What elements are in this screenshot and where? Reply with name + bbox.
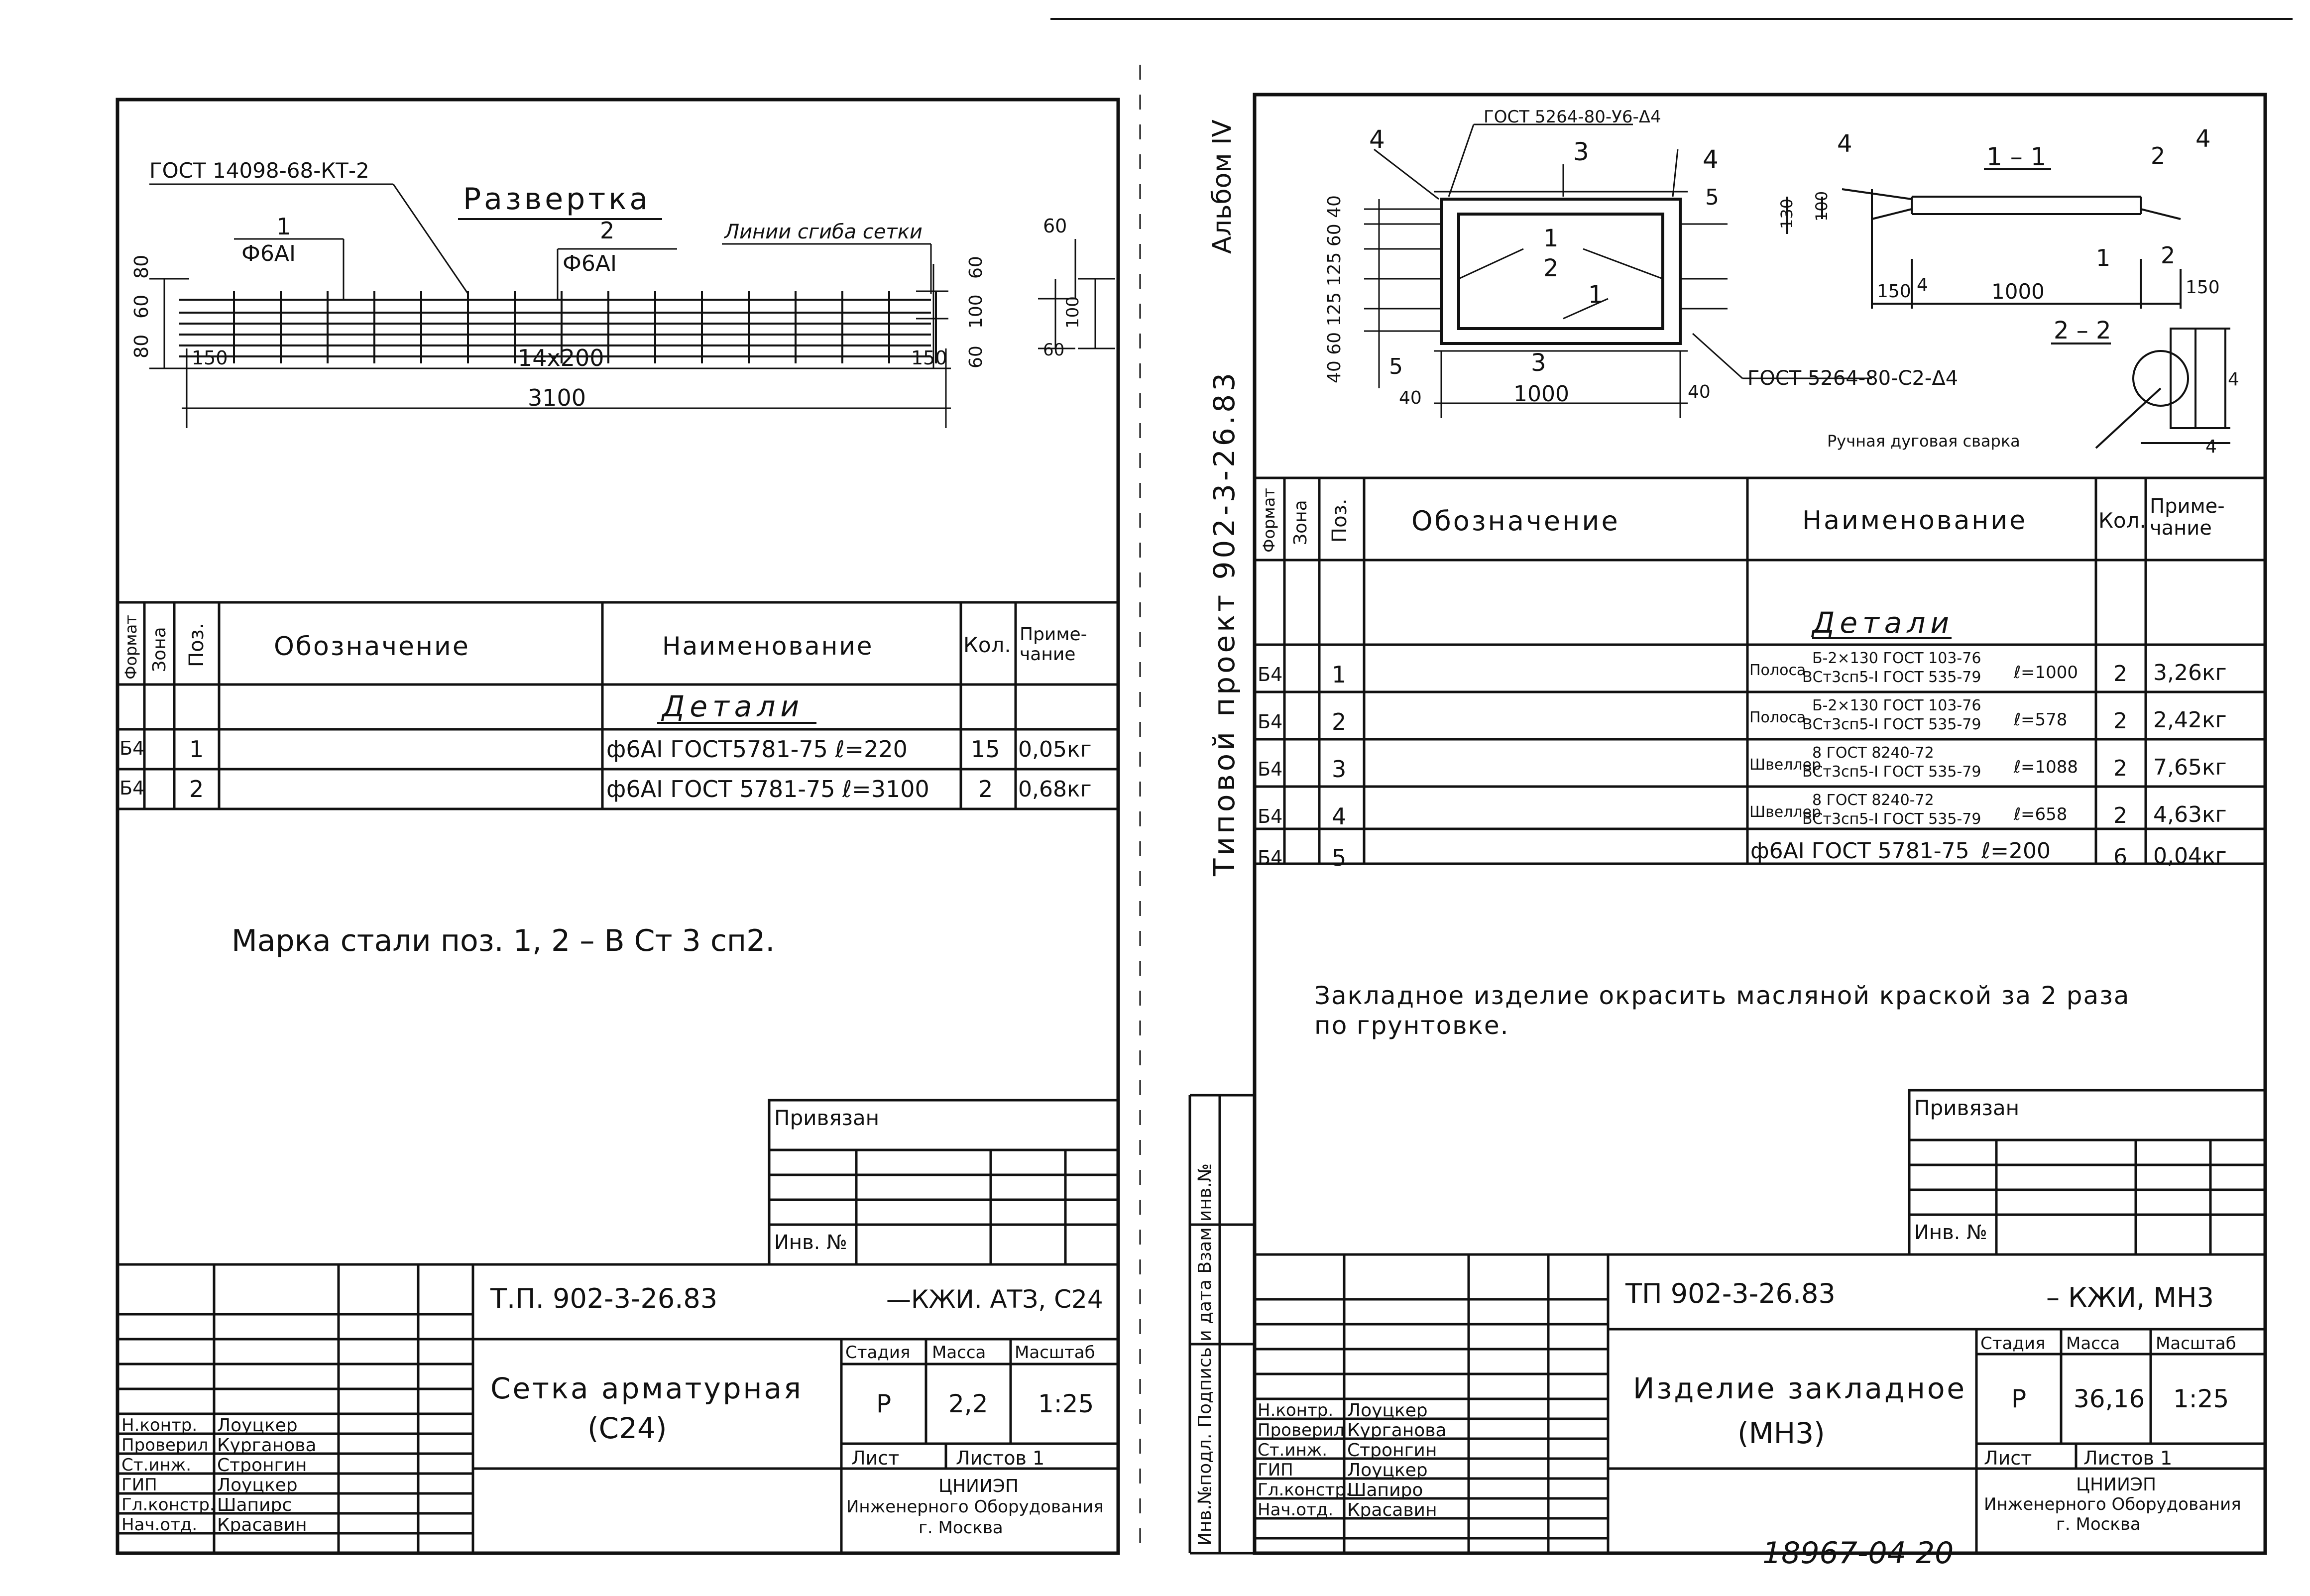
- spec2-row-name: Швеллер: [1749, 803, 1822, 821]
- spec2-row-length: ℓ=658: [2014, 804, 2068, 824]
- stamp-person-name: Красавин: [217, 1515, 307, 1535]
- spec2-row-note: 7,65кг: [2153, 755, 2227, 780]
- dim-right-60a: 60: [966, 256, 986, 279]
- sec-callout-2b: 2: [2161, 242, 2176, 269]
- side-dim-60b: 60: [1043, 340, 1065, 360]
- stamp-code: Т.П. 902-3-26.83: [490, 1283, 718, 1314]
- spec2-header-name: Наименование: [1802, 506, 2028, 536]
- spec-row-2-note: 0,68кг: [1018, 777, 1092, 802]
- stamp-role: Ст.инж.: [121, 1455, 192, 1475]
- spec2-row-pos: 4: [1332, 803, 1347, 830]
- spec2-row-pos: 3: [1332, 756, 1347, 783]
- stamp2-scale: 1:25: [2173, 1384, 2229, 1413]
- stamp2-sheets: Листов 1: [2083, 1447, 2173, 1469]
- spec-header-pos: Поз.: [185, 623, 208, 667]
- spec2-row-format: Б4: [1258, 758, 1283, 780]
- stamp-scale-header: Масштаб: [1015, 1343, 1095, 1363]
- stamp-person-name: Шапирс: [217, 1495, 292, 1515]
- spec2-row-length: ℓ=200: [1981, 838, 2051, 864]
- spec2-row-format: Б4: [1258, 664, 1283, 685]
- spec2-row-name: Швеллер: [1749, 756, 1822, 774]
- spec2-row-name-top: Б-2×130 ГОСТ 103-76: [1812, 650, 1981, 667]
- stamp-role: Н.контр.: [121, 1415, 198, 1435]
- stamp-code-suffix: —КЖИ. АТЗ, С24: [886, 1285, 1103, 1314]
- callout-1-lower: 1: [1588, 281, 1604, 309]
- spec2-row-format: Б4: [1258, 805, 1283, 827]
- sec-dim-4: 4: [1917, 275, 1928, 295]
- stamp-title-line2: (С24): [587, 1411, 667, 1445]
- inv2-label: Инв. №: [1914, 1221, 1987, 1244]
- stamp-org-2: Инженерного Оборудования: [846, 1497, 1104, 1517]
- stamp2-stage-header: Стадия: [1980, 1334, 2046, 1354]
- stamp-person-name: Лоуцкер: [217, 1475, 298, 1495]
- spec-header-designation: Обозначение: [274, 632, 470, 662]
- spec2-row-name-bottom: ВСт3сп5-I ГОСТ 535-79: [1802, 810, 1981, 828]
- spec2-section-title: Детали: [1812, 606, 1955, 640]
- privyazan2-label: Привязан: [1914, 1096, 2020, 1120]
- spec2-row-qty: 6: [2113, 844, 2127, 870]
- gost-top-label: ГОСТ 14098-68-КТ-2: [149, 158, 369, 183]
- stamp2-mass: 36,16: [2074, 1384, 2145, 1413]
- pos-2-label: 2: [600, 217, 615, 244]
- spec-row-1-pos: 1: [189, 736, 204, 763]
- spec2-row-pos: 2: [1332, 708, 1347, 735]
- sec-dim-150-right: 150: [2186, 277, 2220, 298]
- spec2-row-pos: 5: [1332, 844, 1347, 871]
- spec2-header-designation: Обозначение: [1411, 505, 1620, 537]
- spec2-row-name-bottom: ВСт3сп5-I ГОСТ 535-79: [1802, 763, 1981, 781]
- stamp-role: Проверил: [1258, 1420, 1345, 1440]
- weld-method-label: Ручная дуговая сварка: [1827, 432, 2020, 451]
- spec-row-1-qty: 15: [971, 736, 1000, 763]
- spec2-row-note: 4,63кг: [2153, 802, 2227, 827]
- pos-1-label: 1: [276, 213, 291, 240]
- spec2-header-format: Формат: [1260, 488, 1278, 553]
- spec-row-1-note: 0,05кг: [1018, 737, 1092, 762]
- stamp-person-name: Курганова: [217, 1435, 317, 1456]
- stamp-role: Ст.инж.: [1258, 1440, 1328, 1460]
- stamp-title-line1: Сетка арматурная: [490, 1371, 803, 1405]
- spec2-row-name-bottom: ВСт3сп5-I ГОСТ 535-79: [1802, 669, 1981, 686]
- callout-5-lower: 5: [1389, 354, 1403, 379]
- spec2-row-name-top: Б-2×130 ГОСТ 103-76: [1812, 697, 1981, 714]
- spec2-header-zone: Зона: [1290, 500, 1311, 545]
- stamp-role: Гл.констр.: [1258, 1480, 1351, 1500]
- spec-row-2-format: Б4: [119, 777, 145, 799]
- dim-80-top: 80: [130, 254, 152, 279]
- side-dim-60a: 60: [1043, 215, 1067, 237]
- privyazan-label: Привязан: [774, 1106, 880, 1130]
- stamp2-org-3: г. Москва: [2056, 1514, 2141, 1534]
- dim-spacing: 14х200: [518, 344, 604, 371]
- spec-header-zone: Зона: [149, 627, 170, 672]
- dim-right-60b: 60: [966, 345, 986, 368]
- callout-4-left: 4: [1369, 125, 1385, 154]
- spec2-row-qty: 2: [2113, 708, 2127, 734]
- stamp-scale: 1:25: [1038, 1389, 1094, 1418]
- dim-60: 60: [130, 294, 152, 319]
- spec-section-title: Детали: [662, 689, 805, 723]
- callout-5-right: 5: [1705, 185, 1719, 210]
- dim-40-right: 40: [1688, 382, 1711, 402]
- dim-150-right: 150: [911, 347, 947, 369]
- dim-total: 3100: [528, 384, 586, 411]
- spec2-row-note: 0,04кг: [2153, 843, 2227, 869]
- stamp2-code: ТП 902-3-26.83: [1625, 1278, 1836, 1309]
- sec-dim-1000: 1000: [1991, 279, 2045, 304]
- spec2-row-qty: 2: [2113, 803, 2127, 828]
- album-label: Альбом IV: [1207, 119, 1237, 254]
- paint-note-line2: по грунтовке.: [1314, 1011, 1509, 1040]
- callout-2-inner: 2: [1543, 254, 1559, 282]
- stamp-sheets: Листов 1: [956, 1447, 1045, 1469]
- spec-row-2-pos: 2: [189, 776, 204, 802]
- stamp-person-name: Стронгин: [217, 1455, 307, 1476]
- dim-40-left: 40: [1399, 388, 1422, 408]
- stamp2-org-1: ЦНИИЭП: [2076, 1475, 2157, 1495]
- dim-1000: 1000: [1513, 381, 1569, 407]
- stamp2-code-suffix: – КЖИ, МН3: [2046, 1282, 2214, 1313]
- stamp2-title-line1: Изделие закладное: [1633, 1371, 1967, 1405]
- stamp-stage: Р: [876, 1389, 892, 1418]
- callout-1-inner: 1: [1543, 225, 1559, 252]
- stamp-org-3: г. Москва: [919, 1518, 1003, 1538]
- stamp-mass: 2,2: [948, 1389, 988, 1418]
- stamp-stage-header: Стадия: [845, 1343, 911, 1363]
- stamp2-title-line2: (МН3): [1737, 1416, 1825, 1450]
- spec-header-format: Формат: [121, 615, 140, 680]
- sec-dim-130: 130: [1777, 198, 1796, 229]
- bar-1-label: Ф6АI: [241, 241, 296, 266]
- stamp-person-name: Красавин: [1347, 1500, 1437, 1520]
- sec-dim-100: 100: [1812, 191, 1831, 222]
- sec22-dim-4: 4: [2205, 437, 2217, 457]
- project-label: Типовой проект 902-3-26.83: [1207, 370, 1241, 876]
- spec2-row-note: 2,42кг: [2153, 707, 2227, 733]
- dim-150-left: 150: [192, 347, 228, 369]
- spec-header-note: Приме-чание: [1020, 624, 1087, 665]
- spec2-row-name: Полоса: [1749, 662, 1806, 679]
- spec2-row-name-top: 8 ГОСТ 8240-72: [1812, 792, 1934, 809]
- section-2-2-label: 2 – 2: [2054, 317, 2111, 344]
- dim-right-100: 100: [966, 294, 986, 329]
- paint-note-line1: Закладное изделие окрасить масляной краской за 2 раза: [1314, 981, 2130, 1010]
- archive-number: 18967-04 20: [1762, 1536, 1954, 1571]
- stamp-role: Нач.отд.: [1258, 1500, 1334, 1520]
- sec-callout-4b: 4: [2195, 125, 2211, 153]
- fold-line-label: Линии сгиба сетки: [724, 221, 923, 243]
- spec2-row-name: ф6АI ГОСТ 5781-75: [1750, 838, 1969, 864]
- stamp-person-name: Стронгин: [1347, 1440, 1437, 1461]
- stamp-role: Н.контр.: [1258, 1400, 1334, 1420]
- spec2-row-qty: 2: [2113, 756, 2127, 781]
- spec2-row-length: ℓ=1000: [2014, 663, 2079, 683]
- stamp-person-name: Курганова: [1347, 1420, 1447, 1441]
- spec-row-1-format: Б4: [119, 737, 145, 759]
- dim-left-chain: 40 60 125 125 60 40: [1324, 195, 1345, 383]
- spec2-row-format: Б4: [1258, 711, 1283, 733]
- stamp-person-name: Лоуцкер: [1347, 1460, 1428, 1481]
- callout-3-lower: 3: [1531, 349, 1546, 377]
- callout-3: 3: [1573, 137, 1589, 166]
- spec2-header-note: Приме-чание: [2150, 495, 2225, 540]
- spec2-row-name: Полоса: [1749, 709, 1806, 726]
- section-1-1-label: 1 – 1: [1986, 142, 2047, 171]
- sec-dim-150-left: 150: [1877, 281, 1911, 302]
- steel-grade-note: Марка стали поз. 1, 2 – В Ст 3 сп2.: [231, 923, 775, 958]
- spec2-row-pos: 1: [1332, 661, 1347, 688]
- side-strip-label: Инв.№подл. Подпись и дата Взам.инв.№: [1195, 1163, 1215, 1546]
- side-dim-100: 100: [1063, 296, 1083, 329]
- spec2-row-qty: 2: [2113, 661, 2127, 686]
- stamp2-sheet: Лист: [1984, 1447, 2032, 1469]
- sec22-dim-4b: 4: [2228, 369, 2239, 390]
- dim-80-mid: 80: [130, 334, 152, 358]
- spec2-header-pos: Поз.: [1328, 498, 1351, 543]
- inv-label: Инв. №: [774, 1231, 847, 1254]
- stamp-person-name: Шапиро: [1347, 1480, 1423, 1500]
- sec-callout-1: 1: [2096, 244, 2111, 271]
- sec-callout-2: 2: [2151, 142, 2166, 169]
- spec2-row-name-bottom: ВСт3сп5-I ГОСТ 535-79: [1802, 716, 1981, 733]
- spec-row-1-name: ф6АI ГОСТ5781-75 ℓ=220: [606, 736, 908, 763]
- stamp-role: Нач.отд.: [121, 1515, 198, 1535]
- bar-2-label: Ф6АI: [563, 251, 617, 276]
- stamp2-stage: Р: [2011, 1384, 2027, 1413]
- stamp2-mass-header: Масса: [2066, 1334, 2120, 1354]
- weld-bottom-label: ГОСТ 5264-80-С2-Δ4: [1747, 367, 1959, 390]
- stamp-role: Гл.констр.: [121, 1495, 215, 1515]
- stamp-role: ГИП: [121, 1475, 157, 1495]
- spec2-row-name-top: 8 ГОСТ 8240-72: [1812, 744, 1934, 762]
- stamp2-org-2: Инженерного Оборудования: [1984, 1494, 2241, 1514]
- weld-top-label: ГОСТ 5264-80-У6-Δ4: [1484, 107, 1661, 127]
- spec-header-name: Наименование: [662, 632, 874, 661]
- spec-row-2-name: ф6АI ГОСТ 5781-75 ℓ=3100: [606, 776, 929, 802]
- stamp-org-1: ЦНИИЭП: [938, 1476, 1019, 1496]
- spec2-row-format: Б4: [1258, 847, 1283, 869]
- sec-callout-4: 4: [1837, 130, 1852, 158]
- spec-header-qty: Кол.: [963, 633, 1011, 657]
- spec2-header-qty: Кол.: [2098, 508, 2146, 533]
- drawing-title: Развертка: [463, 182, 651, 217]
- spec2-row-length: ℓ=1088: [2014, 757, 2079, 777]
- stamp-sheet: Лист: [851, 1447, 900, 1469]
- callout-4-right: 4: [1703, 145, 1719, 174]
- stamp-mass-header: Масса: [932, 1343, 986, 1363]
- spec2-row-note: 3,26кг: [2153, 660, 2227, 685]
- stamp-role: ГИП: [1258, 1460, 1293, 1480]
- stamp-person-name: Лоуцкер: [1347, 1400, 1428, 1421]
- spec2-row-length: ℓ=578: [2014, 710, 2068, 730]
- stamp-person-name: Лоуцкер: [217, 1415, 298, 1436]
- stamp2-scale-header: Масштаб: [2156, 1334, 2236, 1354]
- stamp-role: Проверил: [121, 1435, 209, 1455]
- spec-row-2-qty: 2: [978, 776, 993, 802]
